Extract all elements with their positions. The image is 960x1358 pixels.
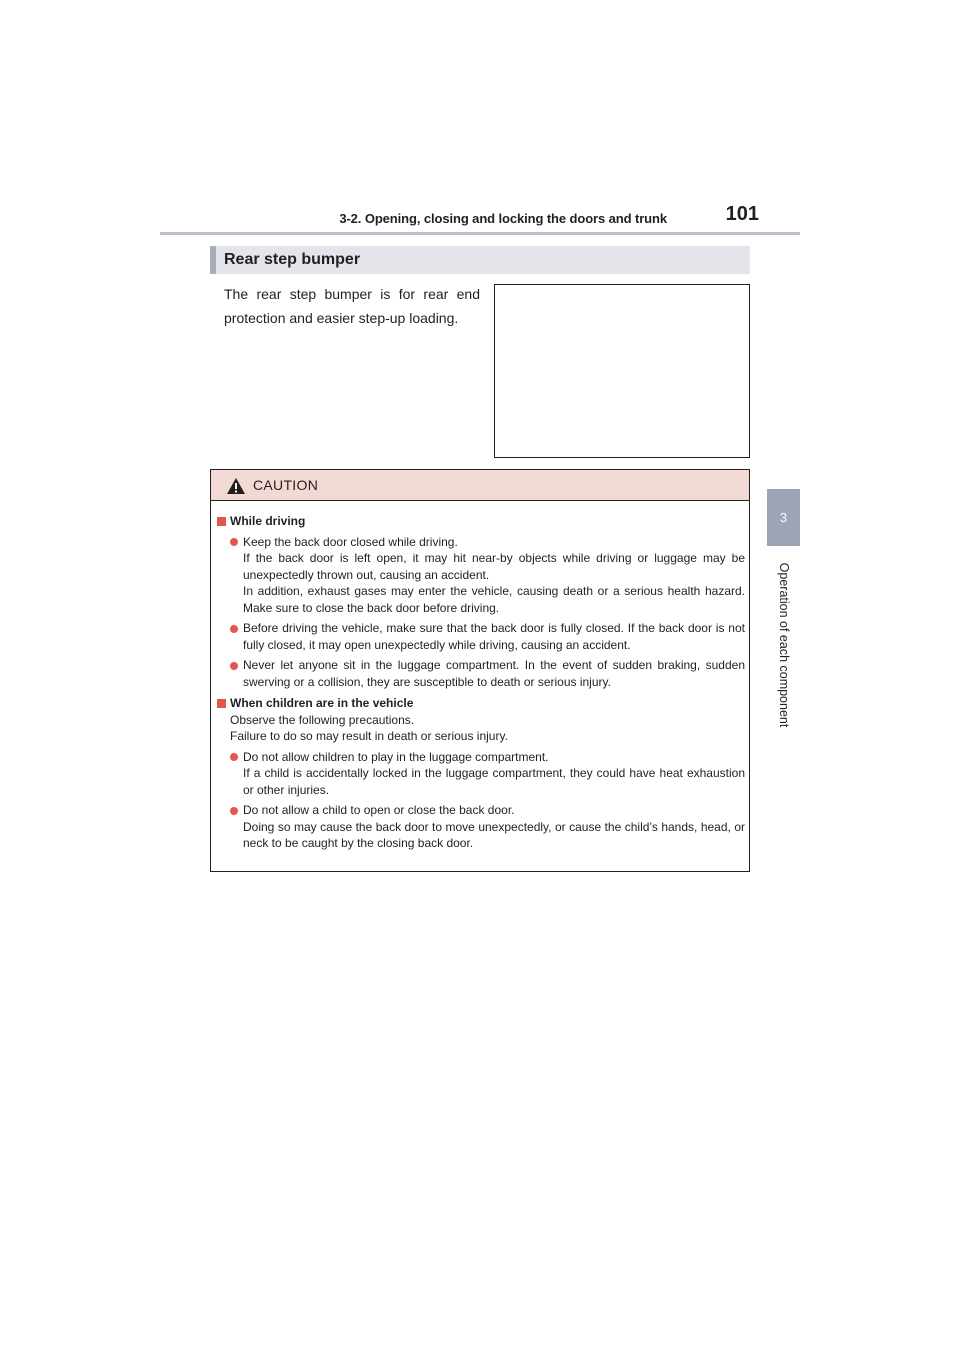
page-header: [160, 196, 800, 235]
caution-bullet: [217, 657, 745, 690]
caution-group-heading: [217, 513, 745, 530]
circle-bullet-icon: [230, 662, 238, 670]
caution-bullet: [217, 802, 745, 852]
caution-bullet: [217, 749, 745, 799]
chapter-number: 3: [779, 510, 788, 525]
bullet-line: Keep the back door closed while driving.: [243, 534, 458, 549]
group-heading-text: When children are in the vehicle: [230, 696, 414, 710]
caution-bullet: [217, 620, 745, 653]
chapter-title: Operation of each component: [777, 562, 791, 728]
warning-triangle-icon: [226, 477, 246, 495]
caution-header: [211, 470, 749, 501]
caution-title: CAUTION: [253, 477, 319, 493]
square-bullet-icon: [217, 517, 226, 526]
group-intro-line: Observe the following precautions.: [230, 712, 415, 727]
caution-body: [217, 513, 745, 852]
caution-group-heading: [217, 695, 745, 712]
chapter-tab: [767, 489, 800, 546]
section-title: Rear step bumper: [224, 251, 361, 268]
group-intro: [217, 712, 745, 745]
bullet-line: Before driving the vehicle, make sure that the back door is fully closed. If the back door is not fully closed, it may open unexpectedly while driving, causing an accident.: [243, 621, 745, 652]
bullet-line: Doing so may cause the back door to move unexpectedly, or cause the child’s hands, head, or neck to be caught by the closing back door.: [243, 819, 745, 850]
bullet-line: In addition, exhaust gases may enter the vehicle, causing death or a serious health hazard. Make sure to close the back door before driving.: [243, 584, 745, 615]
page-number: 101: [725, 203, 759, 225]
caution-bullet: [217, 534, 745, 617]
figure-placeholder: [494, 284, 750, 458]
circle-bullet-icon: [230, 538, 238, 546]
bullet-line: Do not allow children to play in the luggage compartment.: [243, 749, 549, 764]
circle-bullet-icon: [230, 625, 238, 633]
bullet-line: If a child is accidentally locked in the luggage compartment, they could have heat exhaustion or other injuries.: [243, 766, 745, 797]
section-header: [210, 246, 750, 274]
bullet-line: Never let anyone sit in the luggage compartment. In the event of sudden braking, sudden swerving or a collision, they are susceptible to death or serious injury.: [243, 658, 745, 689]
circle-bullet-icon: [230, 753, 238, 761]
group-intro-line: Failure to do so may result in death or serious injury.: [230, 729, 508, 743]
intro-text: The rear step bumper is for rear end protection and easier step-up loading.: [224, 286, 480, 326]
header-section-title: 3-2. Opening, closing and locking the doors and trunk: [339, 211, 667, 226]
bullet-line: Do not allow a child to open or close the back door.: [243, 803, 515, 817]
square-bullet-icon: [217, 699, 226, 708]
circle-bullet-icon: [230, 807, 238, 815]
bullet-line: If the back door is left open, it may hit near-by objects while driving or luggage may be unexpectedly thrown out, causing an accident.: [243, 551, 745, 582]
caution-box: [210, 469, 750, 872]
group-heading-text: While driving: [230, 514, 306, 528]
